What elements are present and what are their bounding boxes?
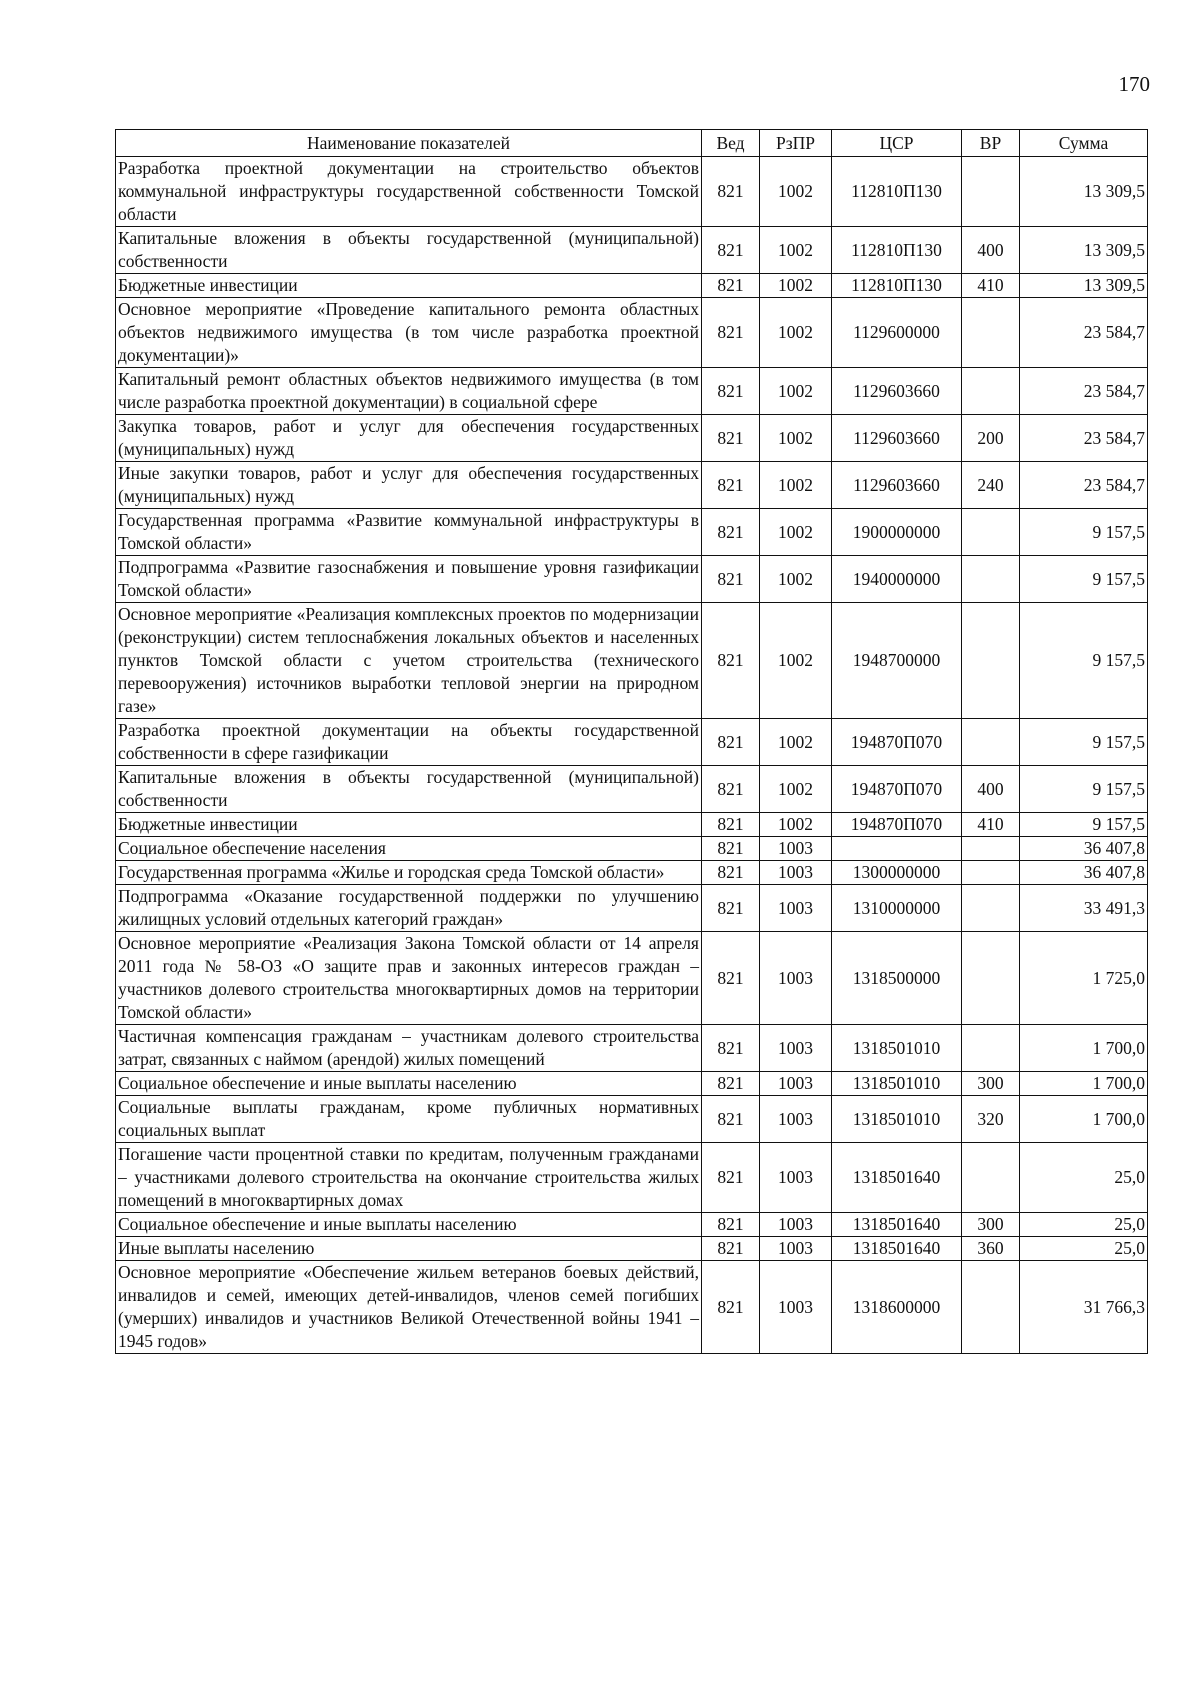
cell-rzpr: 1002 (760, 368, 832, 415)
cell-sum: 9 157,5 (1020, 556, 1148, 603)
cell-vr (962, 885, 1020, 932)
table-row (116, 1237, 1148, 1261)
cell-ved: 821 (702, 1072, 760, 1096)
cell-sum: 9 157,5 (1020, 766, 1148, 813)
cell-name: Разработка проектной документации на объекты государственной собственности в сфере газификации (116, 719, 702, 766)
cell-csr: 1129603660 (832, 462, 962, 509)
cell-rzpr: 1002 (760, 415, 832, 462)
table-row (116, 1213, 1148, 1237)
cell-rzpr: 1003 (760, 1072, 832, 1096)
cell-vr: 320 (962, 1096, 1020, 1143)
cell-name: Капитальные вложения в объекты государственной (муниципальной) собственности (116, 227, 702, 274)
cell-sum: 13 309,5 (1020, 274, 1148, 298)
cell-sum: 33 491,3 (1020, 885, 1148, 932)
cell-sum: 9 157,5 (1020, 509, 1148, 556)
cell-sum: 1 700,0 (1020, 1072, 1148, 1096)
budget-table (115, 129, 1148, 1354)
cell-vr: 400 (962, 766, 1020, 813)
cell-rzpr: 1002 (760, 157, 832, 227)
cell-csr: 1900000000 (832, 509, 962, 556)
cell-sum: 23 584,7 (1020, 298, 1148, 368)
cell-name: Иные закупки товаров, работ и услуг для обеспечения государственных (муниципальных) нужд (116, 462, 702, 509)
cell-ved: 821 (702, 415, 760, 462)
cell-vr (962, 603, 1020, 719)
cell-csr: 112810П130 (832, 227, 962, 274)
table-row (116, 509, 1148, 556)
cell-ved: 821 (702, 719, 760, 766)
cell-csr: 1940000000 (832, 556, 962, 603)
cell-sum: 23 584,7 (1020, 415, 1148, 462)
table-row (116, 368, 1148, 415)
cell-csr: 194870П070 (832, 719, 962, 766)
cell-csr: 1300000000 (832, 861, 962, 885)
cell-name: Государственная программа «Жилье и городская среда Томской области» (116, 861, 702, 885)
cell-name: Социальное обеспечение населения (116, 837, 702, 861)
cell-rzpr: 1003 (760, 1213, 832, 1237)
cell-vr (962, 556, 1020, 603)
cell-sum: 9 157,5 (1020, 603, 1148, 719)
cell-ved: 821 (702, 368, 760, 415)
cell-sum: 23 584,7 (1020, 368, 1148, 415)
cell-csr: 1129600000 (832, 298, 962, 368)
cell-ved: 821 (702, 1261, 760, 1354)
cell-rzpr: 1003 (760, 885, 832, 932)
cell-rzpr: 1003 (760, 1143, 832, 1213)
cell-vr (962, 157, 1020, 227)
cell-ved: 821 (702, 1143, 760, 1213)
cell-csr: 1318501010 (832, 1096, 962, 1143)
table-row (116, 766, 1148, 813)
table-row (116, 932, 1148, 1025)
table-row (116, 1072, 1148, 1096)
cell-sum: 36 407,8 (1020, 837, 1148, 861)
cell-ved: 821 (702, 1096, 760, 1143)
cell-csr: 1318501640 (832, 1237, 962, 1261)
cell-name: Основное мероприятие «Реализация комплексных проектов по модернизации (реконструкции) систем теплоснабжения локальных объектов и населенных пунктов Томской области с учетом строительства (технического перевооружения) источников выработки тепловой энергии на природном газе» (116, 603, 702, 719)
cell-ved: 821 (702, 462, 760, 509)
table-row (116, 719, 1148, 766)
cell-sum: 25,0 (1020, 1213, 1148, 1237)
cell-ved: 821 (702, 885, 760, 932)
cell-sum: 13 309,5 (1020, 227, 1148, 274)
cell-ved: 821 (702, 861, 760, 885)
cell-rzpr: 1002 (760, 556, 832, 603)
cell-rzpr: 1002 (760, 603, 832, 719)
cell-vr (962, 719, 1020, 766)
cell-name: Социальное обеспечение и иные выплаты населению (116, 1072, 702, 1096)
table-row (116, 1025, 1148, 1072)
cell-rzpr: 1002 (760, 813, 832, 837)
cell-csr: 194870П070 (832, 766, 962, 813)
cell-csr: 1318501010 (832, 1025, 962, 1072)
cell-ved: 821 (702, 837, 760, 861)
cell-csr: 194870П070 (832, 813, 962, 837)
cell-ved: 821 (702, 766, 760, 813)
cell-rzpr: 1002 (760, 509, 832, 556)
header-ved: Вед (702, 130, 760, 157)
cell-rzpr: 1003 (760, 1025, 832, 1072)
cell-vr (962, 1025, 1020, 1072)
header-row (116, 130, 1148, 157)
cell-name: Подпрограмма «Развитие газоснабжения и повышение уровня газификации Томской области» (116, 556, 702, 603)
table-header (116, 130, 1148, 157)
cell-vr: 300 (962, 1213, 1020, 1237)
cell-sum: 25,0 (1020, 1143, 1148, 1213)
header-csr: ЦСР (832, 130, 962, 157)
cell-name: Бюджетные инвестиции (116, 274, 702, 298)
cell-ved: 821 (702, 603, 760, 719)
cell-ved: 821 (702, 509, 760, 556)
cell-name: Иные выплаты населению (116, 1237, 702, 1261)
cell-name: Основное мероприятие «Обеспечение жильем ветеранов боевых действий, инвалидов и семей, имеющих детей-инвалидов, членов семей погибших (умерших) инвалидов и участников Великой Отечественной войны 1941 – 1945 годов» (116, 1261, 702, 1354)
cell-name: Основное мероприятие «Проведение капитального ремонта областных объектов недвижимого имущества (в том числе разработка проектной документации)» (116, 298, 702, 368)
cell-rzpr: 1003 (760, 837, 832, 861)
cell-name: Государственная программа «Развитие коммунальной инфраструктуры в Томской области» (116, 509, 702, 556)
table-row (116, 274, 1148, 298)
cell-rzpr: 1003 (760, 1096, 832, 1143)
cell-sum: 36 407,8 (1020, 861, 1148, 885)
cell-name: Социальные выплаты гражданам, кроме публичных нормативных социальных выплат (116, 1096, 702, 1143)
page-number: 170 (1118, 72, 1150, 96)
cell-sum: 1 700,0 (1020, 1025, 1148, 1072)
cell-ved: 821 (702, 1025, 760, 1072)
cell-csr: 1129603660 (832, 368, 962, 415)
cell-csr: 1318600000 (832, 1261, 962, 1354)
cell-rzpr: 1002 (760, 298, 832, 368)
cell-csr: 112810П130 (832, 157, 962, 227)
cell-sum: 9 157,5 (1020, 719, 1148, 766)
cell-name: Погашение части процентной ставки по кредитам, полученным гражданами – участниками долевого строительства на окончание строительства жилых помещений в многоквартирных домах (116, 1143, 702, 1213)
cell-ved: 821 (702, 1213, 760, 1237)
table-row (116, 157, 1148, 227)
table-row (116, 837, 1148, 861)
table-row (116, 1261, 1148, 1354)
cell-rzpr: 1002 (760, 719, 832, 766)
cell-vr (962, 1261, 1020, 1354)
cell-ved: 821 (702, 1237, 760, 1261)
table-body (116, 157, 1148, 1354)
header-name: Наименование показателей (116, 130, 702, 157)
cell-sum: 13 309,5 (1020, 157, 1148, 227)
cell-csr: 1310000000 (832, 885, 962, 932)
cell-rzpr: 1002 (760, 227, 832, 274)
table-row (116, 415, 1148, 462)
cell-rzpr: 1003 (760, 1261, 832, 1354)
cell-name: Подпрограмма «Оказание государственной поддержки по улучшению жилищных условий отдельных категорий граждан» (116, 885, 702, 932)
cell-vr (962, 1143, 1020, 1213)
cell-csr: 1318501010 (832, 1072, 962, 1096)
cell-csr: 1948700000 (832, 603, 962, 719)
cell-rzpr: 1002 (760, 766, 832, 813)
cell-vr (962, 509, 1020, 556)
cell-name: Разработка проектной документации на строительство объектов коммунальной инфраструктуры государственной собственности Томской области (116, 157, 702, 227)
cell-csr (832, 837, 962, 861)
cell-csr: 1129603660 (832, 415, 962, 462)
cell-sum: 23 584,7 (1020, 462, 1148, 509)
cell-name: Основное мероприятие «Реализация Закона Томской области от 14 апреля 2011 года № 58-ОЗ «О защите прав и законных интересов граждан – участников долевого строительства многоквартирных домов на территории Томской области» (116, 932, 702, 1025)
header-sum: Сумма (1020, 130, 1148, 157)
table-row (116, 462, 1148, 509)
cell-csr: 1318500000 (832, 932, 962, 1025)
cell-rzpr: 1003 (760, 1237, 832, 1261)
cell-sum: 31 766,3 (1020, 1261, 1148, 1354)
header-rzpr: РзПР (760, 130, 832, 157)
header-vr: ВР (962, 130, 1020, 157)
table-row (116, 298, 1148, 368)
cell-name: Закупка товаров, работ и услуг для обеспечения государственных (муниципальных) нужд (116, 415, 702, 462)
cell-ved: 821 (702, 157, 760, 227)
table-row (116, 1143, 1148, 1213)
table-row (116, 227, 1148, 274)
table-row (116, 1096, 1148, 1143)
cell-vr: 360 (962, 1237, 1020, 1261)
cell-sum: 9 157,5 (1020, 813, 1148, 837)
table-row (116, 813, 1148, 837)
cell-vr: 200 (962, 415, 1020, 462)
cell-vr: 410 (962, 274, 1020, 298)
cell-vr (962, 368, 1020, 415)
cell-name: Частичная компенсация гражданам – участникам долевого строительства затрат, связанных с наймом (арендой) жилых помещений (116, 1025, 702, 1072)
cell-sum: 1 725,0 (1020, 932, 1148, 1025)
cell-name: Капитальный ремонт областных объектов недвижимого имущества (в том числе разработка проектной документации) в социальной сфере (116, 368, 702, 415)
table-row (116, 885, 1148, 932)
cell-vr: 300 (962, 1072, 1020, 1096)
cell-rzpr: 1002 (760, 462, 832, 509)
cell-ved: 821 (702, 932, 760, 1025)
cell-rzpr: 1003 (760, 932, 832, 1025)
cell-ved: 821 (702, 274, 760, 298)
cell-ved: 821 (702, 298, 760, 368)
cell-vr: 400 (962, 227, 1020, 274)
cell-csr: 1318501640 (832, 1213, 962, 1237)
cell-sum: 25,0 (1020, 1237, 1148, 1261)
cell-vr (962, 298, 1020, 368)
cell-rzpr: 1002 (760, 274, 832, 298)
cell-ved: 821 (702, 556, 760, 603)
cell-name: Социальное обеспечение и иные выплаты населению (116, 1213, 702, 1237)
cell-ved: 821 (702, 813, 760, 837)
cell-vr (962, 861, 1020, 885)
cell-name: Бюджетные инвестиции (116, 813, 702, 837)
cell-vr (962, 932, 1020, 1025)
table-row (116, 861, 1148, 885)
cell-rzpr: 1003 (760, 861, 832, 885)
cell-sum: 1 700,0 (1020, 1096, 1148, 1143)
table-row (116, 603, 1148, 719)
cell-csr: 112810П130 (832, 274, 962, 298)
cell-name: Капитальные вложения в объекты государственной (муниципальной) собственности (116, 766, 702, 813)
table-row (116, 556, 1148, 603)
cell-ved: 821 (702, 227, 760, 274)
cell-csr: 1318501640 (832, 1143, 962, 1213)
cell-vr: 410 (962, 813, 1020, 837)
cell-vr: 240 (962, 462, 1020, 509)
cell-vr (962, 837, 1020, 861)
